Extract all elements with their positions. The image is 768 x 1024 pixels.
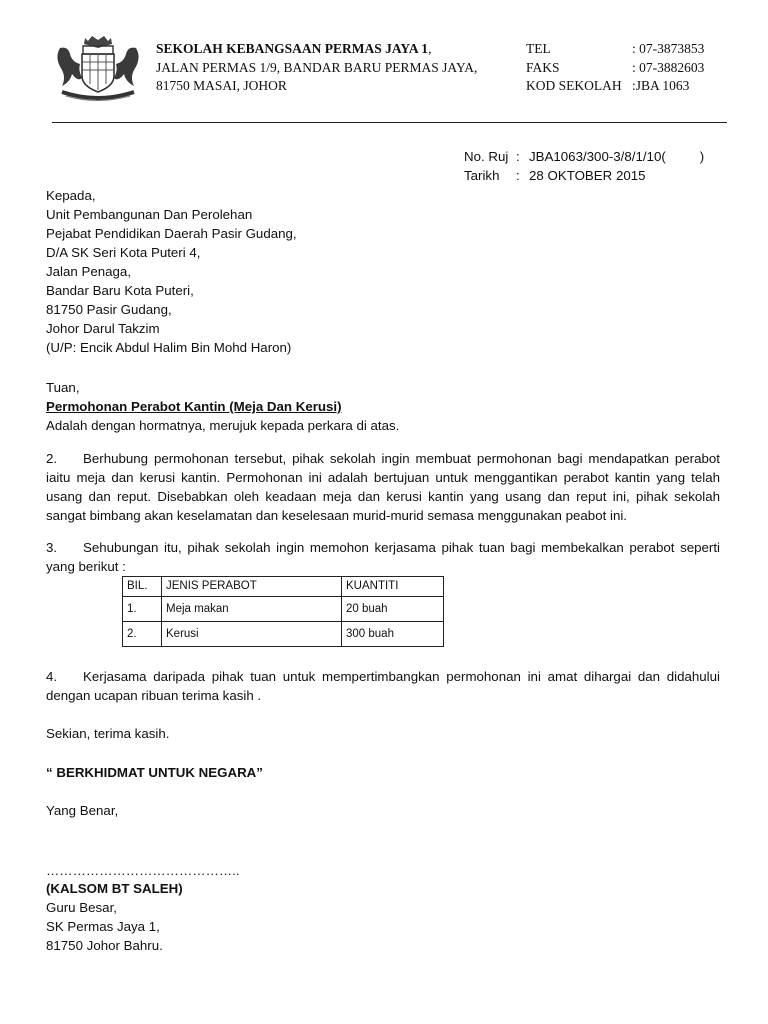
recipient-line: Bandar Baru Kota Puteri,: [46, 283, 194, 298]
recipient-line: Johor Darul Takzim: [46, 321, 160, 336]
school-name-comma: ,: [428, 41, 432, 56]
contact-label: KOD SEKOLAH: [526, 78, 622, 93]
furniture-table: [122, 576, 444, 647]
signatory-details: [46, 898, 163, 955]
opening-line: Adalah dengan hormatnya, merujuk kepada perkara di atas.: [46, 418, 400, 433]
table-cell: 2.: [123, 622, 162, 647]
table-header-cell: KUANTITI: [342, 577, 444, 597]
table-row: [123, 622, 444, 647]
paragraph-4: [46, 667, 720, 705]
paragraph-3: [46, 538, 720, 576]
table-header-cell: BIL.: [123, 577, 162, 597]
school-address-line-1: JALAN PERMAS 1/9, BANDAR BARU PERMAS JAYA,: [156, 59, 478, 75]
recipient-line: Pejabat Pendidikan Daerah Pasir Gudang,: [46, 226, 297, 241]
table-row: [123, 597, 444, 622]
school-address-block: [156, 40, 477, 96]
recipient-line: D/A SK Seri Kota Puteri 4,: [46, 245, 201, 260]
paragraph-text: Sehubungan itu, pihak sekolah ingin memohon kerjasama pihak tuan bagi membekalkan perabot seperti yang berikut :: [46, 540, 720, 574]
contact-value: :JBA 1063: [632, 78, 690, 93]
contact-label: FAKS: [526, 59, 560, 75]
school-address-line-2: 81750 MASAI, JOHOR: [156, 78, 287, 93]
sign-off: Yang Benar,: [46, 803, 119, 818]
school-name-line: [156, 40, 477, 59]
reference-number-row: [464, 147, 704, 166]
recipient-line: Jalan Penaga,: [46, 264, 132, 279]
school-contact-block: [526, 40, 704, 96]
motto: “ BERKHIDMAT UNTUK NEGARA”: [46, 765, 263, 780]
coat-of-arms-icon: [52, 34, 144, 104]
paragraph-text: Kerjasama daripada pihak tuan untuk mempertimbangkan permohonan ini amat dihargai dan didahului dengan ucapan ribuan terima kasih .: [46, 669, 720, 703]
recipient-line: 81750 Pasir Gudang,: [46, 302, 172, 317]
reference-block: [464, 147, 704, 185]
date-row: [464, 166, 704, 185]
signature-line: ……………………………………..: [46, 863, 240, 878]
signatory-line: 81750 Johor Bahru.: [46, 938, 163, 953]
letter-subject: Permohonan Perabot Kantin (Meja Dan Kerusi): [46, 399, 342, 414]
school-name: SEKOLAH KEBANGSAAN PERMAS JAYA 1: [156, 41, 429, 56]
contact-row-tel: [526, 40, 704, 59]
paragraph-text: Berhubung permohonan tersebut, pihak sekolah ingin membuat permohonan bagi mendapatkan perabot iaitu meja dan kerusi kantin. Permohonan ini adalah bertujuan untuk menggantikan perabot kantin yang telah usang dan reput. Disebabkan oleh keadaan meja dan kerusi kantin yang usang dan reput ini, pihak sekolah sangat bimbang akan keselamatan dan keselesaan murid-murid semasa menggunakan peabot ini.: [46, 451, 720, 523]
recipient-line: Unit Pembangunan Dan Perolehan: [46, 207, 253, 222]
table-cell: 20 buah: [342, 597, 444, 622]
reference-number-close: ): [699, 149, 705, 164]
table-cell: Kerusi: [162, 622, 342, 647]
table-header-cell: JENIS PERABOT: [162, 577, 342, 597]
table-header-row: [123, 577, 444, 597]
reference-label: No. Ruj: [464, 149, 509, 164]
contact-row-fax: [526, 59, 704, 78]
signatory-line: Guru Besar,: [46, 900, 117, 915]
signatory-line: SK Permas Jaya 1,: [46, 919, 160, 934]
paragraph-number: 3.: [46, 540, 58, 555]
contact-value: : 07-3882603: [632, 59, 705, 75]
contact-value: : 07-3873853: [632, 41, 705, 56]
letterhead-divider: [52, 122, 727, 123]
reference-colon: :: [516, 149, 520, 164]
paragraph-number: 2.: [46, 451, 58, 466]
closing-line: Sekian, terima kasih.: [46, 726, 170, 741]
date-label: Tarikh: [464, 168, 500, 183]
recipient-line: Kepada,: [46, 188, 96, 203]
contact-row-school-code: [526, 77, 704, 96]
letter-date: 28 OKTOBER 2015: [529, 168, 646, 183]
reference-number: JBA1063/300-3/8/1/10(: [529, 149, 666, 164]
signatory-name: (KALSOM BT SALEH): [46, 881, 183, 896]
greeting: Tuan,: [46, 380, 80, 395]
table-cell: 300 buah: [342, 622, 444, 647]
date-colon: :: [516, 168, 520, 183]
recipient-address: [46, 186, 297, 357]
paragraph-number: 4.: [46, 669, 58, 684]
contact-label: TEL: [526, 41, 551, 56]
recipient-line: (U/P: Encik Abdul Halim Bin Mohd Haron): [46, 340, 292, 355]
table-cell: Meja makan: [162, 597, 342, 622]
table-cell: 1.: [123, 597, 162, 622]
paragraph-2: [46, 449, 720, 525]
